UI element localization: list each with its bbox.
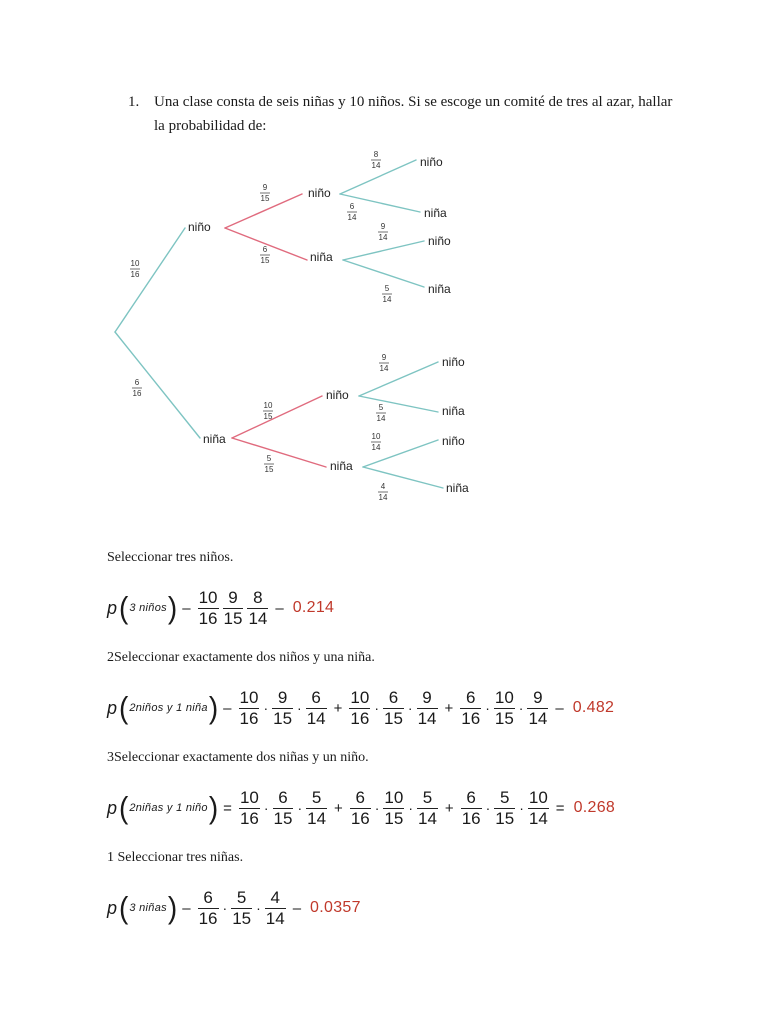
- frac-root-nina-denominator: 16: [132, 389, 142, 398]
- fraction: [494, 789, 515, 828]
- denominator: 15: [383, 708, 403, 728]
- numerator: 6: [203, 887, 213, 907]
- section-1-heading: Seleccionar tres niños.: [107, 550, 234, 565]
- result-sign: =: [555, 799, 565, 817]
- frac-aa-nina-numerator: 4: [380, 482, 386, 491]
- branch-root-nino: [115, 228, 185, 332]
- numerator: 10: [494, 687, 514, 707]
- fraction: [231, 889, 252, 928]
- numerator: 5: [236, 887, 247, 907]
- numerator: 8: [253, 587, 263, 607]
- plus-sign: +: [444, 799, 454, 817]
- fraction: [273, 789, 294, 828]
- numerator: 10: [528, 787, 548, 807]
- equals-sign: –: [182, 599, 191, 617]
- fraction: [272, 689, 293, 728]
- result-value: 0.268: [573, 799, 616, 816]
- frac-nina-nino-denominator: 15: [263, 412, 273, 421]
- section-2-formula: [107, 688, 614, 728]
- multiply-dot: ·: [485, 800, 491, 816]
- node-l3-an-nina: niña: [442, 404, 465, 418]
- frac-an-nina-denominator: 14: [376, 414, 386, 423]
- section-3-heading: 3Seleccionar exactamente dos niñas y un niño.: [107, 750, 369, 765]
- close-paren: ): [208, 690, 219, 725]
- denominator: 15: [232, 908, 252, 928]
- fraction: [239, 789, 260, 828]
- numerator: 6: [278, 787, 288, 807]
- plus-sign: +: [444, 699, 454, 717]
- multiply-dot: ·: [519, 800, 524, 816]
- frac-aa-nino-numerator: 10: [371, 432, 381, 441]
- node-l2-nina-nina: niña: [330, 459, 353, 473]
- numerator: 4: [270, 887, 280, 907]
- branch-an-nino: [359, 362, 438, 396]
- numerator: 6: [465, 687, 476, 707]
- denominator: 14: [528, 808, 548, 828]
- denominator: 14: [265, 908, 285, 928]
- equals-sign: –: [223, 699, 232, 717]
- branch-na-nina: [343, 260, 424, 287]
- event-label: 3 niñas: [129, 902, 167, 914]
- frac-an-nino-denominator: 14: [379, 364, 389, 373]
- node-l2-nina-nino: niño: [326, 388, 349, 402]
- denominator: 16: [198, 608, 218, 628]
- numerator: 5: [500, 787, 510, 807]
- fraction: [528, 789, 549, 828]
- numerator: 10: [198, 587, 218, 607]
- numerator: 5: [311, 787, 322, 807]
- fraction: [265, 889, 286, 928]
- frac-nn-nina-numerator: 6: [349, 202, 355, 211]
- close-paren: ): [167, 590, 178, 625]
- section-4-heading: 1 Seleccionar tres niñas.: [107, 850, 244, 865]
- node-l1-nina: niña: [203, 432, 226, 446]
- result-sign: –: [555, 699, 564, 717]
- equals-sign: =: [223, 799, 232, 817]
- fraction: [383, 789, 404, 828]
- numerator: 9: [277, 687, 288, 707]
- frac-nino-nino-denominator: 15: [260, 194, 270, 203]
- frac-nn-nina-denominator: 14: [347, 213, 357, 222]
- multiply-dot: ·: [263, 700, 269, 716]
- fraction: [223, 589, 244, 628]
- node-l1-nino: niño: [188, 220, 211, 234]
- fraction: [306, 689, 327, 728]
- multiply-dot: ·: [222, 900, 228, 916]
- frac-nn-nino-denominator: 14: [371, 161, 381, 170]
- prob-symbol: p: [107, 897, 118, 918]
- multiply-dot: ·: [263, 800, 269, 816]
- fraction: [383, 689, 404, 728]
- numerator: 5: [422, 787, 433, 807]
- fraction: [494, 689, 515, 728]
- node-l2-nino-nino: niño: [308, 186, 331, 200]
- node-l3-an-nino: niño: [442, 355, 465, 369]
- branch-an-nina: [359, 396, 438, 412]
- denominator: 14: [528, 708, 548, 728]
- result-sign: –: [292, 899, 302, 917]
- prob-symbol: p: [107, 797, 118, 818]
- fraction: [239, 689, 260, 728]
- numerator: 6: [311, 687, 321, 707]
- fraction: [306, 789, 327, 828]
- branch-nina-nino: [232, 396, 322, 438]
- prob-symbol: p: [107, 697, 118, 718]
- node-l3-aa-nino: niño: [442, 434, 465, 448]
- multiply-dot: ·: [297, 700, 302, 716]
- denominator: 15: [223, 608, 243, 628]
- node-l2-nino-nina: niña: [310, 250, 333, 264]
- prob-symbol: p: [107, 597, 118, 618]
- numerator: 10: [239, 787, 259, 807]
- branch-na-nino: [343, 241, 424, 260]
- denominator: 15: [494, 708, 514, 728]
- event-label: 2niños y 1 niña: [129, 702, 208, 714]
- fraction: [460, 689, 481, 728]
- fraction: [198, 589, 219, 628]
- probability-tree-diagram: [100, 140, 500, 520]
- fraction: [417, 689, 438, 728]
- frac-aa-nino-denominator: 14: [371, 443, 381, 452]
- event-label: 2niñas y 1 niño: [129, 802, 208, 814]
- frac-na-nina-numerator: 5: [384, 284, 390, 293]
- fraction: [417, 789, 438, 828]
- denominator: 16: [198, 908, 218, 928]
- node-l3-nn-nina: niña: [424, 206, 447, 220]
- denominator: 14: [418, 808, 437, 828]
- frac-nina-nino-numerator: 10: [263, 401, 273, 410]
- frac-an-nina-numerator: 5: [378, 403, 384, 412]
- fraction: [527, 689, 548, 728]
- branch-nina-nina: [232, 438, 326, 467]
- frac-nino-nina-denominator: 15: [260, 256, 270, 265]
- numerator: 6: [466, 787, 476, 807]
- frac-nino-nina-numerator: 6: [262, 245, 268, 254]
- problem-number: 1.: [128, 94, 140, 110]
- frac-nn-nino-numerator: 8: [373, 150, 379, 159]
- denominator: 16: [461, 708, 481, 728]
- close-paren: ): [167, 890, 178, 925]
- node-l3-na-nino: niño: [428, 234, 451, 248]
- numerator: 10: [239, 687, 259, 707]
- result-value: 0.0357: [310, 899, 361, 916]
- frac-nina-nina-denominator: 15: [264, 465, 274, 474]
- frac-root-nino-numerator: 10: [130, 259, 140, 268]
- numerator: 10: [350, 687, 370, 707]
- plus-sign: +: [333, 699, 343, 717]
- fraction: [349, 689, 370, 728]
- event-label: 3 niños: [129, 602, 167, 614]
- denominator: 14: [417, 708, 437, 728]
- denominator: 16: [350, 708, 370, 728]
- frac-nina-nina-numerator: 5: [266, 454, 272, 463]
- plus-sign: +: [334, 799, 343, 817]
- open-paren: (: [119, 590, 129, 625]
- multiply-dot: ·: [256, 900, 261, 916]
- numerator: 6: [388, 687, 399, 707]
- fraction: [461, 789, 482, 828]
- open-paren: (: [119, 690, 129, 725]
- node-l3-nn-nino: niño: [420, 155, 443, 169]
- frac-nino-nino-numerator: 9: [262, 183, 268, 192]
- numerator: 9: [422, 687, 432, 707]
- section-2-heading: 2Seleccionar exactamente dos niños y una niña.: [107, 650, 375, 665]
- denominator: 15: [495, 808, 515, 828]
- numerator: 10: [384, 787, 404, 807]
- close-paren: ): [208, 790, 219, 825]
- multiply-dot: ·: [374, 800, 380, 816]
- multiply-dot: ·: [407, 700, 413, 716]
- denominator: 14: [306, 708, 326, 728]
- denominator: 15: [273, 708, 293, 728]
- frac-an-nino-numerator: 9: [381, 353, 387, 362]
- multiply-dot: ·: [485, 700, 490, 716]
- frac-na-nino-numerator: 9: [380, 222, 386, 231]
- open-paren: (: [119, 790, 129, 825]
- problem-text: Una clase consta de seis niñas y 10 niños. Si se escoge un comité de tres al azar, hallar la probabilidad de:: [154, 94, 673, 134]
- result-value: 0.214: [292, 599, 335, 616]
- denominator: 14: [248, 608, 268, 628]
- multiply-dot: ·: [518, 700, 524, 716]
- frac-na-nina-denominator: 14: [382, 295, 392, 304]
- result-sign: –: [275, 599, 284, 617]
- branch-root-nina: [115, 332, 200, 438]
- multiply-dot: ·: [374, 700, 379, 716]
- fraction: [247, 589, 268, 628]
- node-l3-na-nina: niña: [428, 282, 451, 296]
- denominator: 15: [273, 808, 293, 828]
- denominator: 15: [384, 808, 404, 828]
- section-1-formula: [107, 588, 334, 628]
- result-value: 0.482: [572, 699, 615, 716]
- frac-root-nina-numerator: 6: [134, 378, 140, 387]
- frac-aa-nina-denominator: 14: [378, 493, 388, 502]
- multiply-dot: ·: [297, 800, 303, 816]
- open-paren: (: [119, 890, 129, 925]
- section-3-formula: [107, 788, 615, 828]
- branch-aa-nina: [363, 467, 443, 488]
- fraction: [198, 889, 219, 928]
- node-l3-aa-nina: niña: [446, 481, 469, 495]
- numerator: 9: [228, 587, 238, 607]
- fraction: [350, 789, 371, 828]
- numerator: 9: [533, 687, 543, 707]
- denominator: 14: [307, 808, 327, 828]
- denominator: 16: [239, 808, 259, 828]
- multiply-dot: ·: [408, 800, 413, 816]
- denominator: 16: [461, 808, 481, 828]
- equals-sign: –: [182, 899, 191, 917]
- frac-na-nino-denominator: 14: [378, 233, 388, 242]
- section-4-formula: [107, 888, 361, 928]
- denominator: 16: [350, 808, 370, 828]
- numerator: 6: [355, 787, 365, 807]
- denominator: 16: [239, 708, 259, 728]
- frac-root-nino-denominator: 16: [130, 270, 140, 279]
